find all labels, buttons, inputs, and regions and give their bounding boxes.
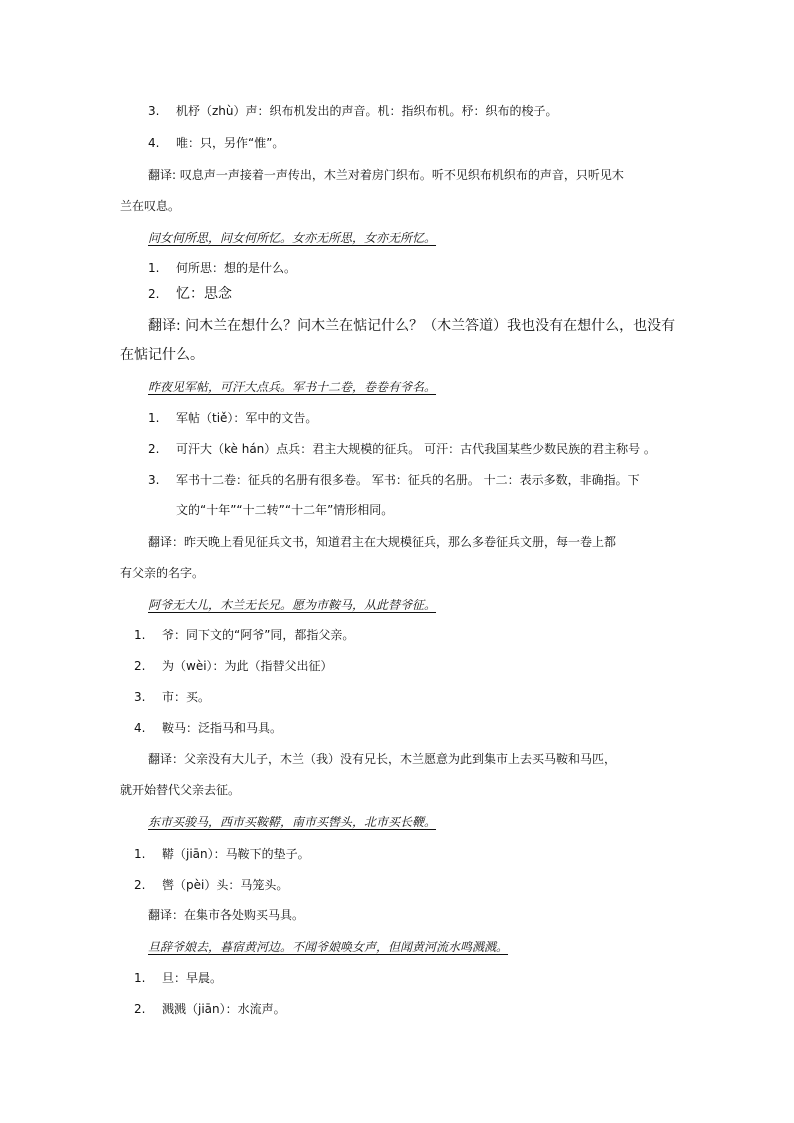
note-number: 2. [148,442,160,456]
note-text: 可汗大（kè hán）点兵：君主大规模的征兵。 可汗：古代我国某些少数民族的君主称号 。 [176,442,656,456]
note-text: 军书十二卷：征兵的名册有很多卷。 军书：征兵的名册。 十二：表示多数，非确指。下 [176,473,640,487]
note-text: 旦：早晨。 [162,971,223,985]
poem-line-heading: 阿爷无大儿，木兰无长兄。愿为市鞍马，从此替爷征。 [148,598,437,612]
translation-text: 在惦记什么。 [120,347,204,363]
note-text: 为（wèi）：为此（指替父出征） [162,659,333,673]
poem-line-heading: 问女何所思，问女何所忆。女亦无所思，女亦无所忆。 [148,231,437,245]
poem-line-heading: 东市买骏马，西市买鞍鞯，南市买辔头，北市买长鞭。 [148,815,437,829]
note-number: 2. [148,287,160,301]
note-text: 爷：同下文的“阿爷”同，都指父亲。 [162,628,355,642]
translation-text: 翻译: 问木兰在想什么？问木兰在惦记什么？（木兰答道）我也没有在想什么，也没有 [148,318,676,334]
note-text: 辔（pèi）头：马笼头。 [162,878,289,892]
note-text: 市：买。 [162,690,211,704]
note-text: 溅溅（jiān）：水流声。 [162,1002,286,1016]
note-number: 1. [134,971,146,985]
translation-text: 翻译：在集市各处购买马具。 [148,908,305,922]
note-text: 何所思：想的是什么。 [176,261,297,275]
note-text: 军帖（tiě）：军中的文告。 [176,411,318,425]
translation-text: 就开始替代父亲去征。 [120,783,241,797]
note-number: 4. [134,721,146,735]
note-number: 3. [134,690,146,704]
note-number: 4. [148,136,160,150]
note-text: 鞯（jiān）：马鞍下的垫子。 [162,847,310,861]
note-text: 唯：只，另作“惟”。 [176,136,285,150]
note-number: 1. [134,628,146,642]
translation-text: 翻译：昨天晚上看见征兵文书，知道君主在大规模征兵，那么多卷征兵文册，每一卷上都 [148,535,617,549]
poem-line-heading: 旦辞爷娘去，暮宿黄河边。不闻爷娘唤女声，但闻黄河流水鸣溅溅。 [148,940,509,954]
translation-text: 翻译: 叹息声一声接着一声传出，木兰对着房门织布。听不见织布机织布的声音，只听见木 [148,168,624,182]
note-text: 鞍马：泛指马和马具。 [162,721,283,735]
note-number: 1. [134,847,146,861]
note-number: 2. [134,659,146,673]
note-number: 3. [148,104,160,118]
note-continuation: 文的“十年”“十二转”“十二年”情形相同。 [176,503,394,517]
translation-text: 有父亲的名字。 [120,566,205,580]
translation-text: 兰在叹息。 [120,199,181,213]
translation-text: 翻译：父亲没有大儿子，木兰（我）没有兄长，木兰愿意为此到集市上去买马鞍和马匹， [148,752,617,766]
poem-line-heading: 昨夜见军帖，可汗大点兵。军书十二卷，卷卷有爷名。 [148,380,437,394]
note-number: 1. [148,411,160,425]
note-number: 3. [148,473,160,487]
note-text: 机杼（zhù）声：织布机发出的声音。机：指织布机。杼：织布的梭子。 [176,104,558,118]
note-number: 2. [134,878,146,892]
note-text: 忆：思念 [176,286,232,302]
note-number: 1. [148,261,160,275]
note-number: 2. [134,1002,146,1016]
